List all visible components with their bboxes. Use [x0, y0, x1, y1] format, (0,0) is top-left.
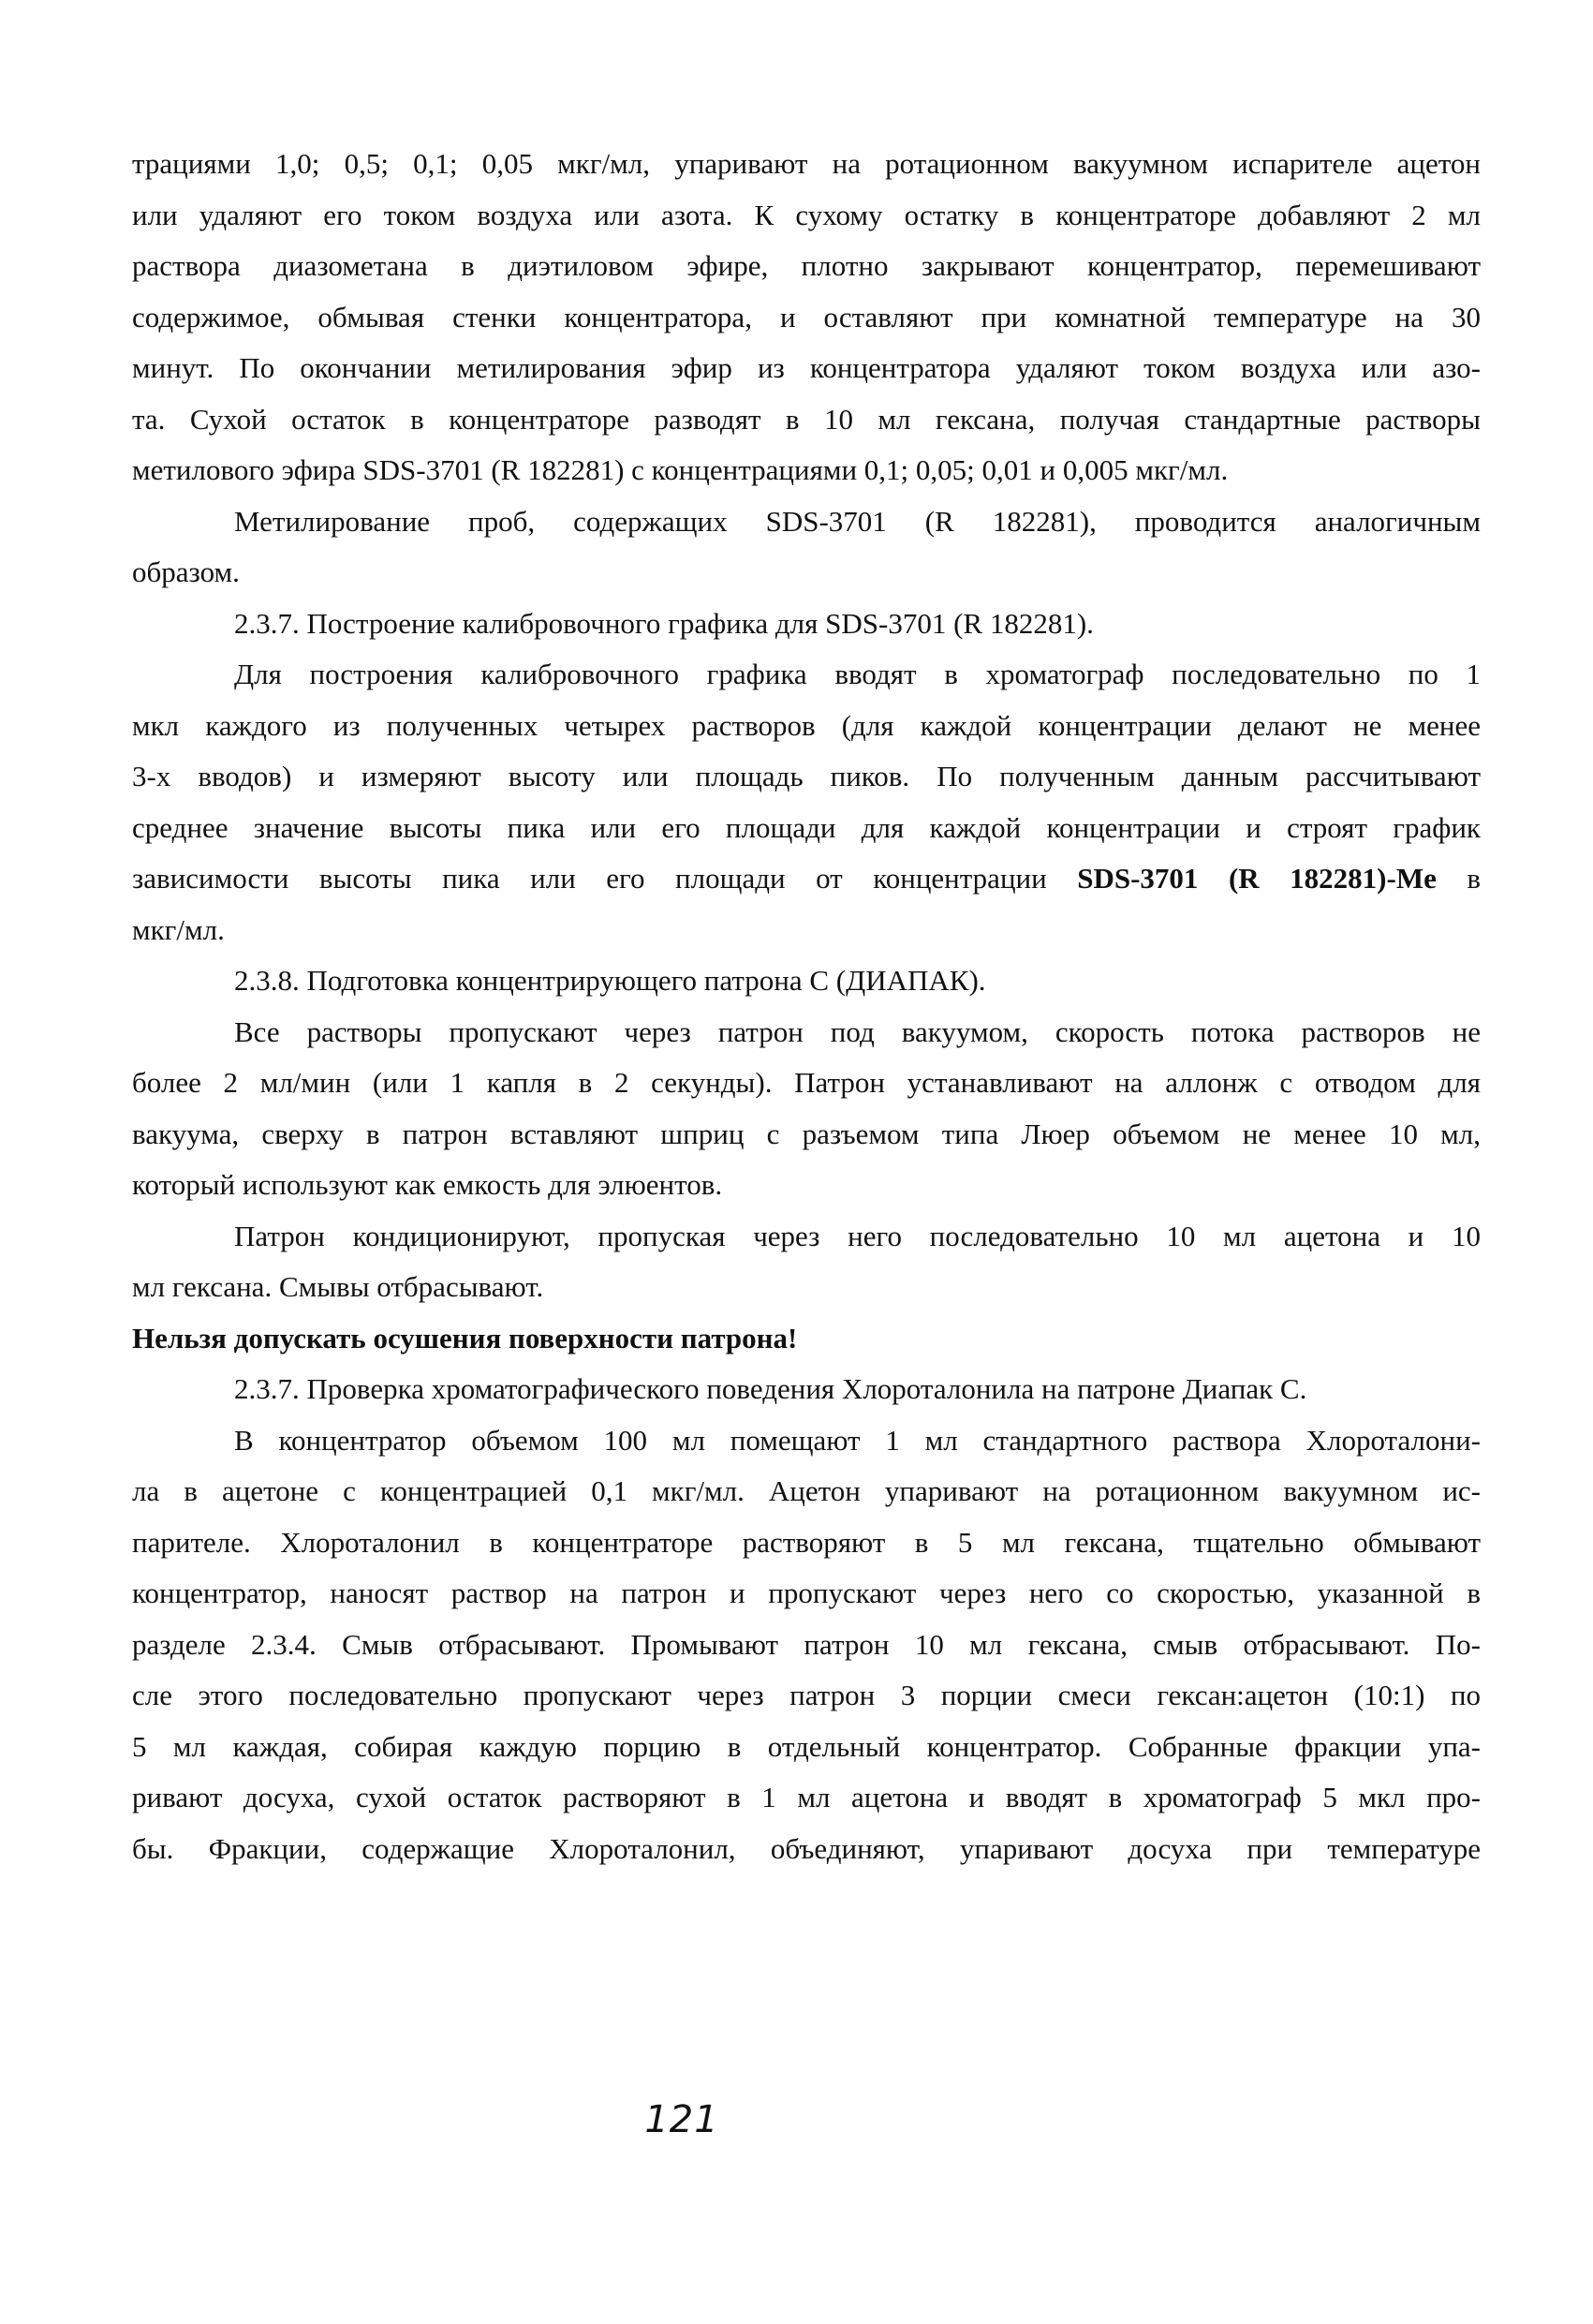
paragraph-first-line: Для построения калибровочного графика вводят в хроматограф последовательно по 1 — [234, 658, 1481, 690]
paragraph-first-line: Патрон кондиционируют, пропуская через него последовательно 10 мл ацетона и 10 — [234, 1219, 1481, 1252]
text-line: метилового эфира SDS-3701 (R 182281) с концентрациями 0,1; 0,05; 0,01 и 0,005 мкг/мл. — [132, 453, 1229, 486]
section-heading: 2.3.7. Построение калибровочного графика для SDS-3701 (R 182281). — [234, 606, 1094, 640]
section-heading: 2.3.8. Подготовка концентрирующего патрона С (ДИАПАК). — [234, 964, 986, 997]
text-line: более 2 мл/мин (или 1 капля в 2 секунды). Патрон устанавливают на аллонж с отводом для — [132, 1066, 1481, 1099]
body-text — [132, 139, 1481, 1874]
text-line: трациями 1,0; 0,5; 0,1; 0,05 мкг/мл, упаривают на ротационном вакуумном испарителе ацетон — [132, 147, 1481, 180]
text-line: или удаляют его током воздуха или азота. К сухому остатку в концентраторе добавляют 2 мл — [132, 198, 1481, 231]
text-line: парителе. Хлороталонил в концентраторе растворяют в 5 мл гексана, тщательно обмывают — [132, 1525, 1481, 1559]
text-line: ривают досуха, сухой остаток растворяют в 1 мл ацетона и вводят в хроматограф 5 мкл про- — [132, 1781, 1481, 1813]
text-line — [132, 853, 1481, 905]
text-line: ла в ацетоне с концентрацией 0,1 мкг/мл. Ацетон упаривают на ротационном вакуумном ис- — [132, 1474, 1481, 1507]
paragraph-first-line: Метилирование проб, содержащих SDS-3701 (R 182281), проводится аналогичным — [234, 504, 1481, 538]
bold-compound-name: SDS-3701 (R 182281)-Me — [1077, 862, 1437, 895]
text-line: вакуума, сверху в патрон вставляют шприц с разъемом типа Люер объемом не менее 10 мл, — [132, 1117, 1481, 1150]
text-line: концентратор, наносят раствор на патрон и пропускают через него со скоростью, указанной в — [132, 1576, 1481, 1609]
paragraph-first-line: В концентратор объемом 100 мл помещают 1 мл стандартного раствора Хлороталони- — [234, 1423, 1481, 1457]
paragraph-first-line: Все растворы пропускают через патрон под вакуумом, скорость потока растворов не — [234, 1014, 1481, 1048]
text-line: бы. Фракции, содержащие Хлороталонил, объединяют, упаривают досуха при температуре — [132, 1831, 1481, 1865]
text-line: 3-х вводов) и измеряют высоту или площадь пиков. По полученным данным рассчитывают — [132, 760, 1481, 792]
text-line: минут. По окончании метилирования эфир из концентратора удаляют током воздуха или азо- — [132, 351, 1481, 384]
section-heading: 2.3.7. Проверка хроматографического поведения Хлороталонила на патроне Диапак С. — [234, 1372, 1307, 1405]
text-line: мл гексана. Смывы отбрасывают. — [132, 1270, 544, 1303]
text-line: сле этого последовательно пропускают через патрон 3 порции смеси гексан:ацетон (10:1) по — [132, 1679, 1481, 1711]
page-number: 121 — [644, 2098, 719, 2141]
text-segment: в — [1436, 862, 1481, 895]
text-line: образом. — [132, 555, 240, 588]
text-line: разделе 2.3.4. Смыв отбрасывают. Промывают патрон 10 мл гексана, смыв отбрасывают. По- — [132, 1627, 1481, 1661]
text-line: мкг/мл. — [132, 912, 225, 946]
text-line: та. Сухой остаток в концентраторе разводят в 10 мл гексана, получая стандартные растворы — [132, 402, 1481, 436]
warning-text: Нельзя допускать осушения поверхности патрона! — [132, 1321, 798, 1354]
text-line: содержимое, обмывая стенки концентратора, и оставляют при комнатной температуре на 30 — [132, 300, 1481, 333]
text-line: раствора диазометана в диэтиловом эфире, плотно закрывают концентратор, перемешивают — [132, 249, 1481, 282]
text-line: который используют как емкость для элюентов. — [132, 1168, 723, 1201]
text-line: 5 мл каждая, собирая каждую порцию в отдельный концентратор. Собранные фракции упа- — [132, 1729, 1481, 1763]
text-line: мкл каждого из полученных четырех растворов (для каждой концентрации делают не менее — [132, 708, 1481, 742]
text-segment: зависимости высоты пика или его площади от концентрации — [132, 862, 1078, 895]
text-line: среднее значение высоты пика или его площади для каждой концентрации и строят график — [132, 810, 1481, 844]
